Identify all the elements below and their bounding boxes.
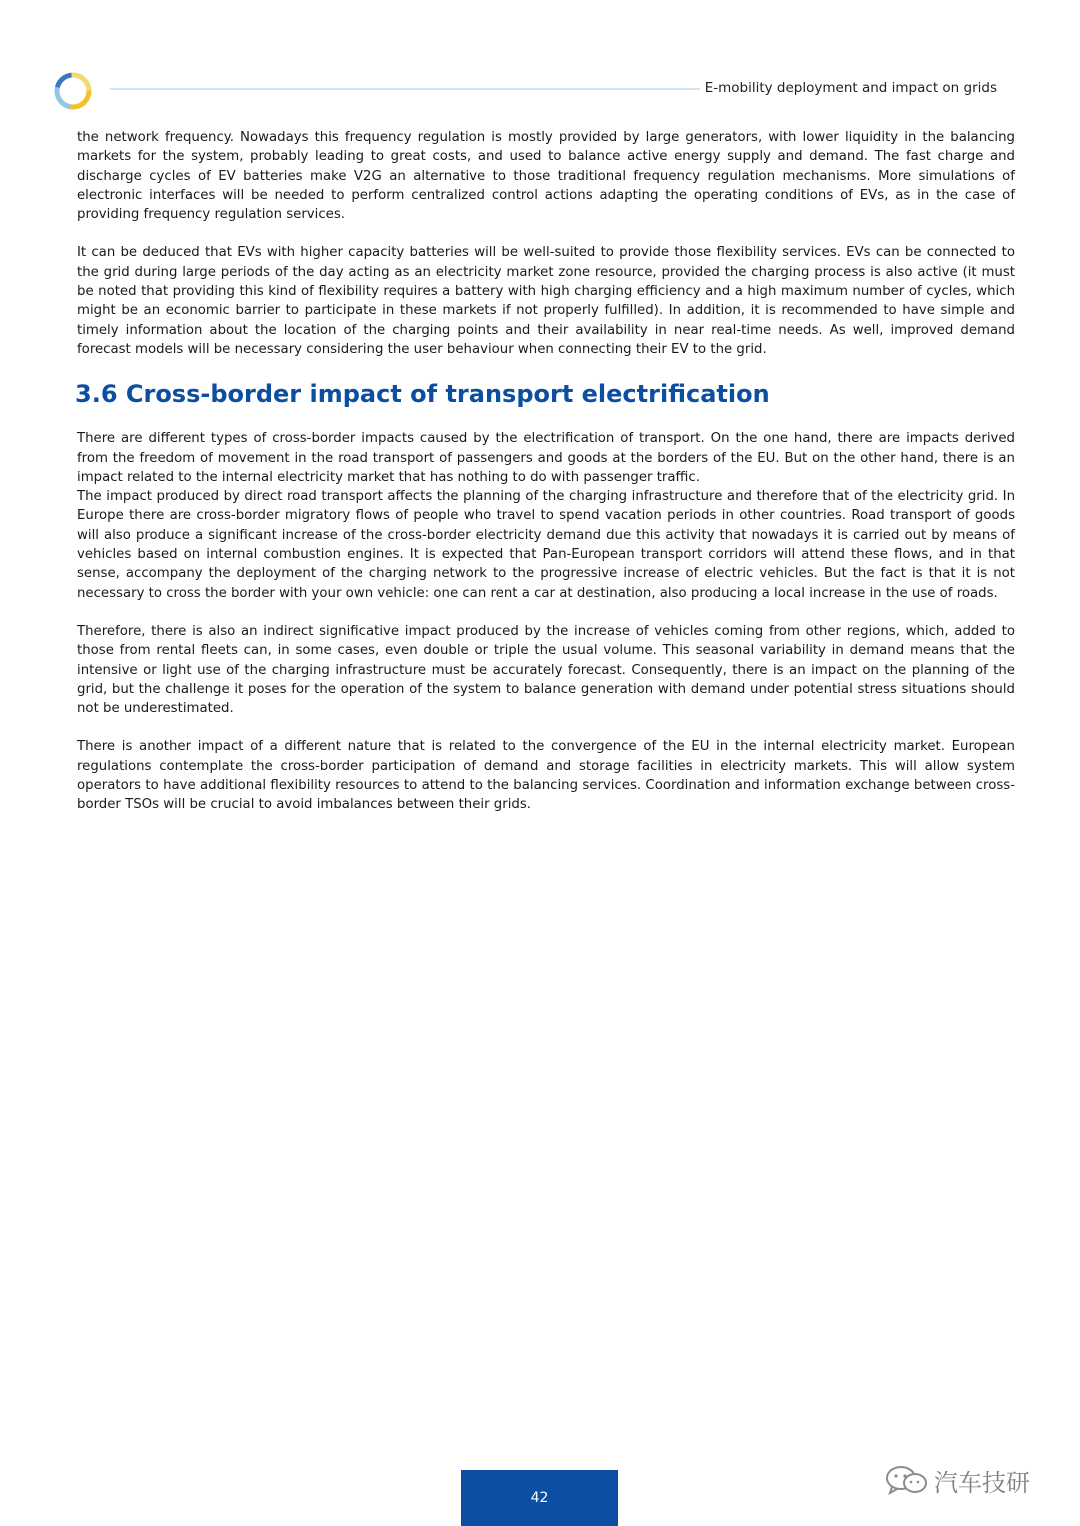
paragraph-frequency-regulation: the network frequency. Nowadays this frequency regulation is mostly provided by large generators, with lower liquidity in the balancing markets for the system, probably leading to great costs, and used to balance active energy supply and demand. The fast charge and discharge cycles of EV batteries make V2G an alternative to those traditional frequency regulation mechanisms. More simulations of electronic interfaces will be needed to perform centralized control actions adapting the operating conditions of EVs, as in the case of providing frequency regulation services. xyxy=(77,130,1015,223)
page-number-box xyxy=(461,1470,618,1526)
header-divider xyxy=(110,88,700,90)
section-heading: 3.6 Cross-border impact of transport electrification xyxy=(75,380,770,409)
paragraph-ev-flexibility: It can be deduced that EVs with higher capacity batteries will be well-suited to provide those flexibility services. EVs can be connected to the grid during large periods of the day acting as an electricity market zone resource, provided the charging process is also active (it must be noted that providing this kind of flexibility requires a battery with high charging efficiency and a high maximum number of cycles, which might be an economic barrier to participate in these markets if not properly fulfilled). In addition, it is recommended to have simple and timely information about the location of the charging points and their availability in near real-time needs. As well, improved demand forecast models will be necessary considering the user behaviour when connecting their EV to the grid. xyxy=(77,245,1015,357)
paragraph-direct-road-transport: The impact produced by direct road transport affects the planning of the charging infrastructure and therefore that of the electricity grid. In Europe there are cross-border migratory flows of people who travel to spend vacation periods in other countries. Road transport of goods will also produce a significant increase of the cross-border electricity demand due this activity that nowadays it is carried out by means of vehicles based on internal combustion engines. It is expected that Pan-European transport corridors will attend these flows, and in that sense, accompany the deployment of the charging network to the progressive increase of electric vehicles. But the fact is that it is not necessary to cross the border with your own vehicle: one can rent a car at destination, also producing a local increase in the use of roads. xyxy=(77,489,1015,601)
paragraph-cross-border-types: There are different types of cross-border impacts caused by the electrification of transport. On the one hand, there are impacts derived from the freedom of movement in the road transport of passengers and goods at the borders of the EU. But on the other hand, there is an impact related to the internal electricity market that has nothing to do with passenger traffic. xyxy=(77,431,1015,485)
watermark-text: 汽车技研 xyxy=(934,1468,1030,1497)
paragraph-electricity-market: There is another impact of a different nature that is related to the convergence of the EU in the internal electricity market. European regulations contemplate the cross-border participation of demand and storage facilities in electricity markets. This will allow system operators to have additional flexibility resources to attend to the balancing services. Coordination and information exchange between cross-border TSOs will be crucial to avoid imbalances between their grids. xyxy=(77,739,1015,813)
paragraph-indirect-impact: Therefore, there is also an indirect significative impact produced by the increase of vehicles coming from other regions, which, added to those from rental fleets can, in some cases, even double or triple the usual volume. This seasonal variability in demand means that the intensive or light use of the charging infrastructure must be accurately forecast. Consequently, there is an impact on the planning of the grid, but the challenge it poses for the operation of the system to balance generation with demand under potential stress situations should not be underestimated. xyxy=(77,623,1015,717)
page-number: 42 xyxy=(530,1490,549,1506)
running-header-title: E-mobility deployment and impact on grids xyxy=(704,80,997,96)
page-body xyxy=(77,128,1015,815)
ring-logo-icon xyxy=(52,70,94,112)
wechat-icon xyxy=(884,1464,928,1496)
watermark xyxy=(884,1462,1030,1498)
